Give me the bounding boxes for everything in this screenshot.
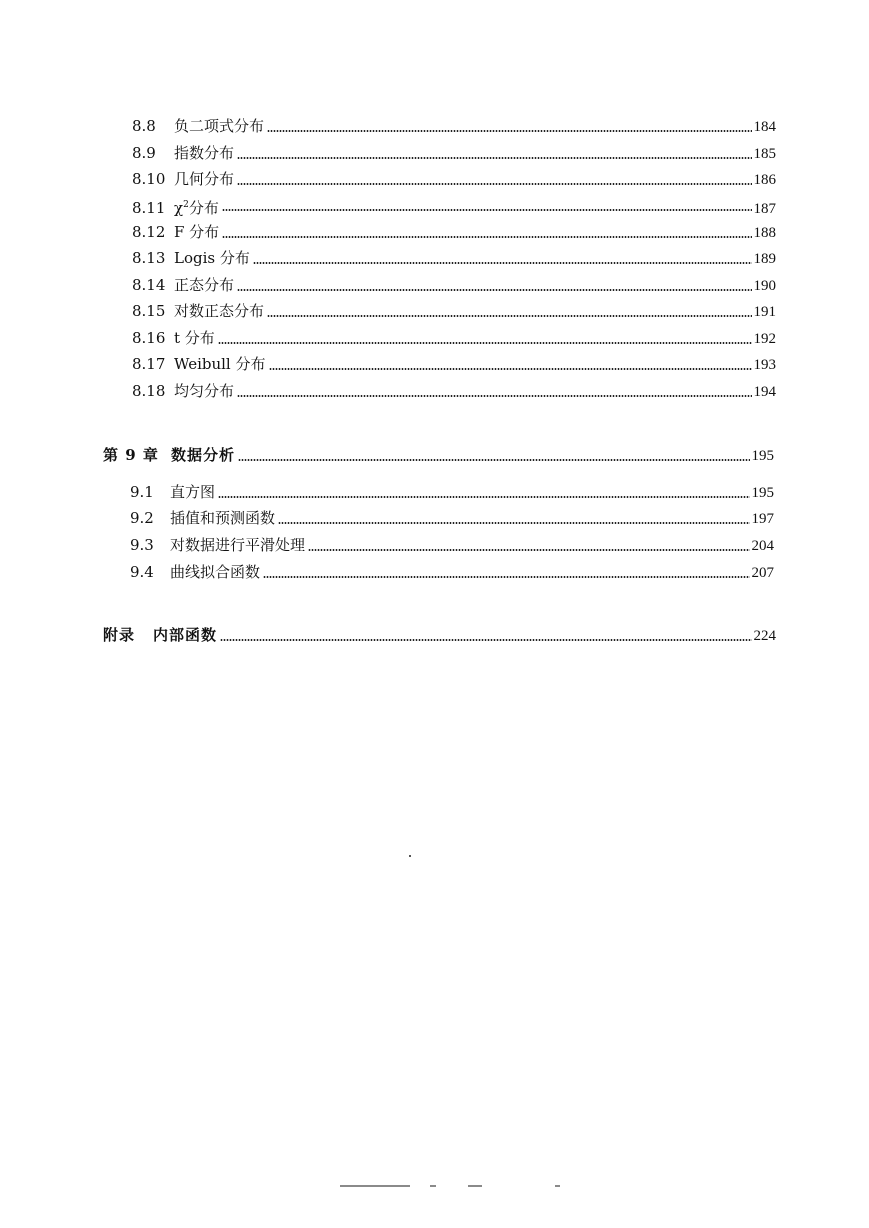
entry-number: 8.18 xyxy=(132,382,166,400)
dot-leader xyxy=(218,496,749,498)
toc-entry-8-17[interactable] xyxy=(132,354,776,374)
chapter-number: 第 9 章 xyxy=(103,446,159,464)
toc-appendix[interactable] xyxy=(103,625,776,645)
toc-entry-8-8[interactable] xyxy=(132,116,776,136)
dot-leader xyxy=(267,315,751,317)
entry-page-number: 190 xyxy=(753,278,776,294)
entry-page-number: 195 xyxy=(751,485,774,501)
entry-title: 直方图 xyxy=(170,483,216,501)
entry-page-number: 194 xyxy=(753,384,776,400)
dot-leader xyxy=(237,395,751,397)
entry-page-number: 186 xyxy=(753,172,776,188)
toc-entry-9-4[interactable] xyxy=(130,562,774,582)
entry-title: Logis 分布 xyxy=(174,249,250,267)
appendix-label: 附录 xyxy=(103,626,136,644)
chapter-page-number: 195 xyxy=(751,448,774,464)
toc-entry-8-9[interactable] xyxy=(132,143,776,163)
chi-symbol: χ xyxy=(174,199,184,217)
entry-title: 插值和预测函数 xyxy=(170,509,276,527)
dot-leader xyxy=(267,130,751,132)
dot-leader xyxy=(237,183,751,185)
entry-title: 对数据进行平滑处理 xyxy=(170,536,306,554)
toc-entry-8-16[interactable] xyxy=(132,328,776,348)
entry-page-number: 197 xyxy=(751,511,774,527)
dot-leader xyxy=(263,576,749,578)
entry-number: 8.17 xyxy=(132,355,166,373)
scan-speck xyxy=(409,855,411,857)
dot-leader xyxy=(220,639,751,641)
toc-entry-8-10[interactable] xyxy=(132,169,776,189)
entry-page-number: 204 xyxy=(751,538,774,554)
entry-page-number: 207 xyxy=(751,565,774,581)
dot-leader xyxy=(238,459,749,461)
entry-title: 曲线拟合函数 xyxy=(170,563,261,581)
entry-page-number: 192 xyxy=(753,331,776,347)
dot-leader xyxy=(222,209,752,211)
entry-title: Weibull 分布 xyxy=(174,355,266,373)
superscript: 2 xyxy=(183,200,189,210)
appendix-title: 内部函数 xyxy=(153,626,218,644)
entry-title-suffix: 分布 xyxy=(188,199,219,217)
toc-entry-9-2[interactable] xyxy=(130,508,774,528)
entry-number: 8.16 xyxy=(132,329,166,347)
entry-page-number: 184 xyxy=(753,119,776,135)
toc-entry-9-1[interactable] xyxy=(130,482,774,502)
dot-leader xyxy=(269,368,752,370)
toc-chapter-9[interactable] xyxy=(103,445,774,465)
dot-leader xyxy=(237,157,751,159)
entry-number: 8.8 xyxy=(132,117,156,135)
toc-entry-8-11[interactable] xyxy=(132,195,776,215)
entry-title: 均匀分布 xyxy=(174,382,235,400)
dot-leader xyxy=(308,549,749,551)
entry-number: 9.4 xyxy=(130,563,154,581)
entry-title xyxy=(174,195,219,218)
entry-title: 对数正态分布 xyxy=(174,302,265,320)
entry-number: 9.1 xyxy=(130,483,154,501)
scan-edge-artifact xyxy=(340,1185,570,1189)
entry-number: 8.13 xyxy=(132,249,166,267)
appendix-page-number: 224 xyxy=(753,628,776,644)
entry-title: 负二项式分布 xyxy=(174,117,265,135)
toc-entry-8-12[interactable] xyxy=(132,222,776,242)
dot-leader xyxy=(278,522,749,524)
entry-number: 8.12 xyxy=(132,223,166,241)
entry-title: 指数分布 xyxy=(174,144,235,162)
entry-page-number: 193 xyxy=(753,357,776,373)
toc-entry-8-14[interactable] xyxy=(132,275,776,295)
entry-number: 8.11 xyxy=(132,199,166,217)
entry-number: 8.15 xyxy=(132,302,166,320)
entry-number: 9.2 xyxy=(130,509,154,527)
toc-entry-8-18[interactable] xyxy=(132,381,776,401)
entry-number: 8.9 xyxy=(132,144,156,162)
entry-page-number: 189 xyxy=(753,251,776,267)
dot-leader xyxy=(237,289,751,291)
dot-leader xyxy=(218,342,752,344)
entry-number: 8.10 xyxy=(132,170,166,188)
toc-entry-8-13[interactable] xyxy=(132,248,776,268)
entry-title: t 分布 xyxy=(174,329,215,347)
dot-leader xyxy=(253,262,752,264)
toc-entry-8-15[interactable] xyxy=(132,301,776,321)
entry-page-number: 185 xyxy=(753,146,776,162)
entry-title: 正态分布 xyxy=(174,276,235,294)
entry-number: 8.14 xyxy=(132,276,166,294)
entry-page-number: 191 xyxy=(753,304,776,320)
entry-title: F 分布 xyxy=(174,223,220,241)
chapter-title: 数据分析 xyxy=(171,446,236,464)
entry-page-number: 187 xyxy=(753,201,776,217)
entry-number: 9.3 xyxy=(130,536,154,554)
dot-leader xyxy=(222,236,751,238)
entry-page-number: 188 xyxy=(753,225,776,241)
entry-title: 几何分布 xyxy=(174,170,235,188)
toc-entry-9-3[interactable] xyxy=(130,535,774,555)
